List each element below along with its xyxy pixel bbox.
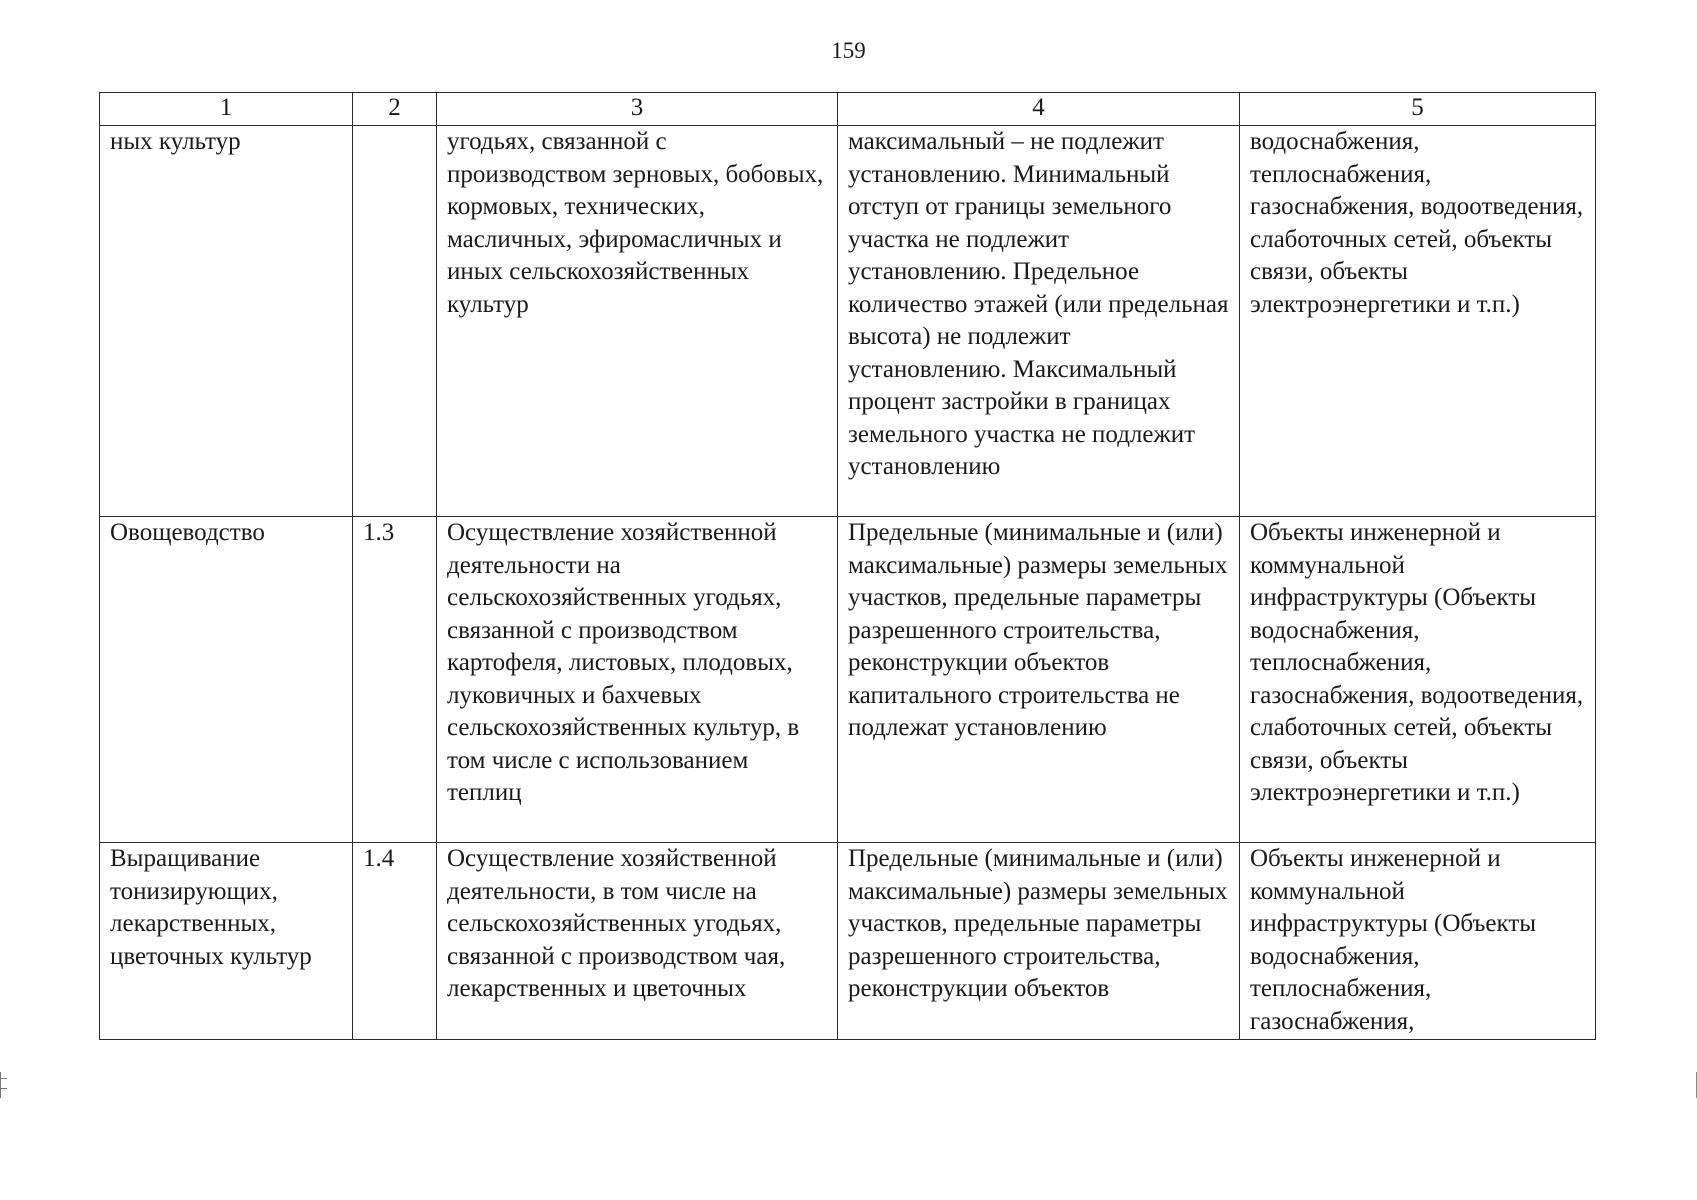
scan-edge-mark-right — [1692, 1072, 1697, 1098]
table-row — [100, 843, 1596, 1040]
auxiliary-objects-cell — [1240, 517, 1596, 843]
parameters-cell — [838, 843, 1240, 1040]
header-row — [100, 93, 1596, 126]
description-text: Осуществление хозяйственной деятельности на сельскохозяйственных угодьях, связанной с производством картофеля, листовых, плодовых, луковичных и бахчевых сельскохозяйственных культур, в том числе с использованием теплиц — [447, 519, 800, 806]
column-header-4: 4 — [838, 93, 1240, 126]
description-cell — [437, 126, 838, 517]
table-row — [100, 517, 1596, 843]
column-header-2: 2 — [353, 93, 437, 126]
use-type-cell — [100, 126, 353, 517]
use-type-cell — [100, 843, 353, 1040]
use-type-text: ных культур — [110, 128, 241, 155]
auxiliary-objects-text: водоснабжения, теплоснабжения, газоснабжения, водоотведения, слаботочных сетей, объекты связи, объекты электроэнергетики и т.п.) — [1250, 128, 1584, 318]
scan-edge-mark-left — [0, 1072, 7, 1098]
description-cell — [437, 517, 838, 843]
page-number: 159 — [831, 38, 866, 63]
code-text: 1.3 — [363, 519, 395, 546]
description-cell — [437, 843, 838, 1040]
description-text: Осуществление хозяйственной деятельности, в том числе на сельскохозяйственных угодьях, связанной с производством чая, лекарственных и цветочных — [447, 845, 786, 1002]
column-header-5: 5 — [1240, 93, 1596, 126]
parameters-text: Предельные (минимальные и (или) максимальные) размеры земельных участков, предельные параметры разрешенного строительства, реконструкции объектов капитального строительства не подлежат установлению — [848, 519, 1228, 741]
use-type-text: Овощеводство — [110, 519, 265, 546]
code-cell — [353, 843, 437, 1040]
code-cell — [353, 126, 437, 517]
column-header-3: 3 — [437, 93, 838, 126]
auxiliary-objects-cell — [1240, 126, 1596, 517]
code-cell — [353, 517, 437, 843]
table-row — [100, 126, 1596, 517]
description-text: угодьях, связанной с производством зерновых, бобовых, кормовых, технических, масличных, эфиромасличных и иных сельскохозяйственных культур — [447, 128, 824, 318]
parameters-cell — [838, 517, 1240, 843]
auxiliary-objects-cell — [1240, 843, 1596, 1040]
use-type-cell — [100, 517, 353, 843]
auxiliary-objects-text: Объекты инженерной и коммунальной инфраструктуры (Объекты водоснабжения, теплоснабжения, газоснабжения, водоотведения, слаботочных сетей, объекты связи, объекты электроэнергетики и т.п.) — [1250, 519, 1584, 806]
code-text: 1.4 — [363, 845, 395, 872]
column-header-1: 1 — [100, 93, 353, 126]
auxiliary-objects-text: Объекты инженерной и коммунальной инфраструктуры (Объекты водоснабжения, теплоснабжения, газоснабжения, — [1250, 845, 1537, 1035]
land-use-table — [99, 92, 1596, 1040]
use-type-text: Выращивание тонизирующих, лекарственных, цветочных культур — [110, 845, 312, 970]
parameters-text: Предельные (минимальные и (или) максимальные) размеры земельных участков, предельные параметры разрешенного строительства, реконструкции объектов — [848, 845, 1228, 1002]
parameters-cell — [838, 126, 1240, 517]
parameters-text: максимальный – не подлежит установлению. Минимальный отступ от границы земельного участка не подлежит установлению. Предельное количество этажей (или предельная высота) не подлежит установлению. Максимальный процент застройки в границах земельного участка не подлежит установлению — [848, 128, 1229, 480]
